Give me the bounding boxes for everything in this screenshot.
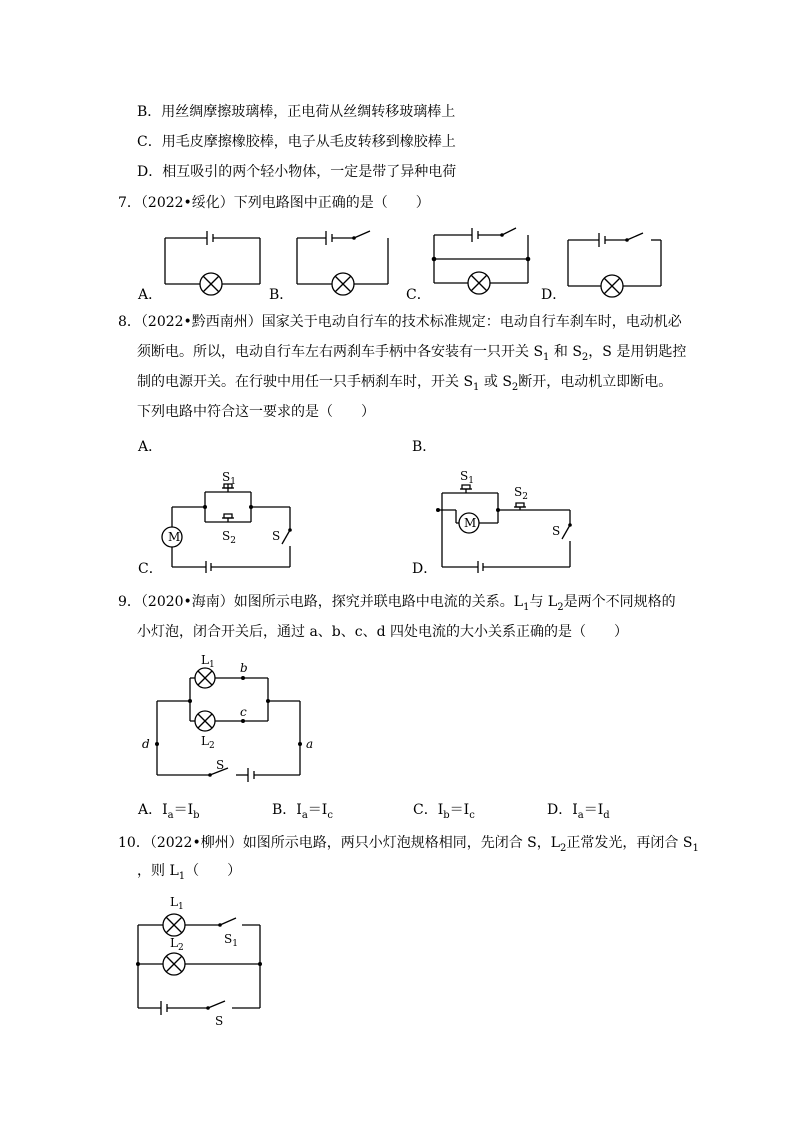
q8-stem-line-3: 制的电源开关。在行驶中用任一只手柄刹车时，开关 $S_1$ 或 $S_2$断开，电动机立即断电。 [137,374,673,393]
q7-label-b: B． [269,287,294,303]
q8-d-s2-label: $S_2$ [514,485,528,502]
q8-stem-line-1: 8．（2022•黔西南州）国家关于电动自行车的技术标准规定：电动自行车刹车时，电动机必 [118,314,682,330]
q8-option-c: C． [138,561,163,577]
q9-stem-line-1: 9．（2020•海南）如图所示电路，探究并联电路中电流的关系。$L_1$与 $L_2$是两个不同规格的 [118,594,676,613]
q7-circuit-a [160,228,265,290]
q6-option-d: D．相互吸引的两个轻小物体，一定是带了异种电荷 [137,164,457,180]
q8-circuit-d [430,463,580,575]
q8-c-s1-label: $S_1$ [222,470,236,487]
q7-stem: 7．（2022•绥化）下列电路图中正确的是（ ） [118,195,430,211]
q7-circuit-d [565,230,665,292]
q9-stem-line-2: 小灯泡，闭合开关后，通过 a、b、c、d 四处电流的大小关系正确的是（ ） [137,624,629,640]
q8-option-b: B． [412,439,437,455]
q10-circuit [128,890,268,1028]
q8-option-a: A． [138,439,163,455]
q10-stem-line-2: ，则 $L_1$（ ） [137,863,242,882]
q9-l1-label: $L_1$ [201,653,215,670]
q7-label-d: D． [541,287,567,303]
q9-option-a: A．$I_a=I_b$ [138,802,200,821]
q8-c-motor-label: M [168,530,181,544]
q7-label-a: A． [138,287,163,303]
q8-stem-line-2: 须断电。所以，电动自行车左右两刹车手柄中各安装有一只开关 $S_1$ 和 $S_2$，S 是用钥匙控 [137,344,687,363]
q10-s-label: S [215,1014,224,1028]
q9-d-label: d [142,737,150,751]
q8-option-d: D． [412,561,438,577]
q7-circuit-c [430,223,535,290]
q9-option-b: B．$I_a=I_c$ [272,802,333,821]
q9-l2-label: $L_2$ [201,734,215,751]
q8-d-s1-label: $S_1$ [460,469,474,486]
q8-stem-line-4: 下列电路中符合这一要求的是（ ） [137,404,375,420]
q10-stem-line-1: 10．（2022•柳州）如图所示电路，两只小灯泡规格相同，先闭合 S，$L_2$正常发光，再闭合 $S_1$ [118,835,699,854]
q9-s-label: S [216,758,225,772]
q9-a-label: a [306,737,314,751]
q9-option-c: C．$I_b=I_c$ [413,802,475,821]
q9-c-label: c [240,705,247,719]
q8-c-s2-label: $S_2$ [222,529,236,546]
q10-l1-label: $L_1$ [170,895,184,912]
q6-option-c: C．用毛皮摩擦橡胶棒，电子从毛皮转移到橡胶棒上 [137,134,456,150]
q8-d-s-label: S [552,524,561,538]
q8-circuit-c [150,470,300,575]
q9-circuit [140,648,314,783]
q6-option-b: B．用丝绸摩擦玻璃棒，正电荷从丝绸转移玻璃棒上 [137,104,456,120]
q8-c-s-label: S [272,529,281,543]
q7-label-c: C． [406,287,431,303]
q7-circuit-b [292,228,397,290]
q8-d-motor-label: M [464,516,477,530]
q9-option-d: D．$I_a=I_d$ [547,802,610,821]
q9-b-label: b [240,661,248,675]
q10-s1-label: $S_1$ [224,932,238,949]
q10-l2-label: $L_2$ [170,936,184,953]
